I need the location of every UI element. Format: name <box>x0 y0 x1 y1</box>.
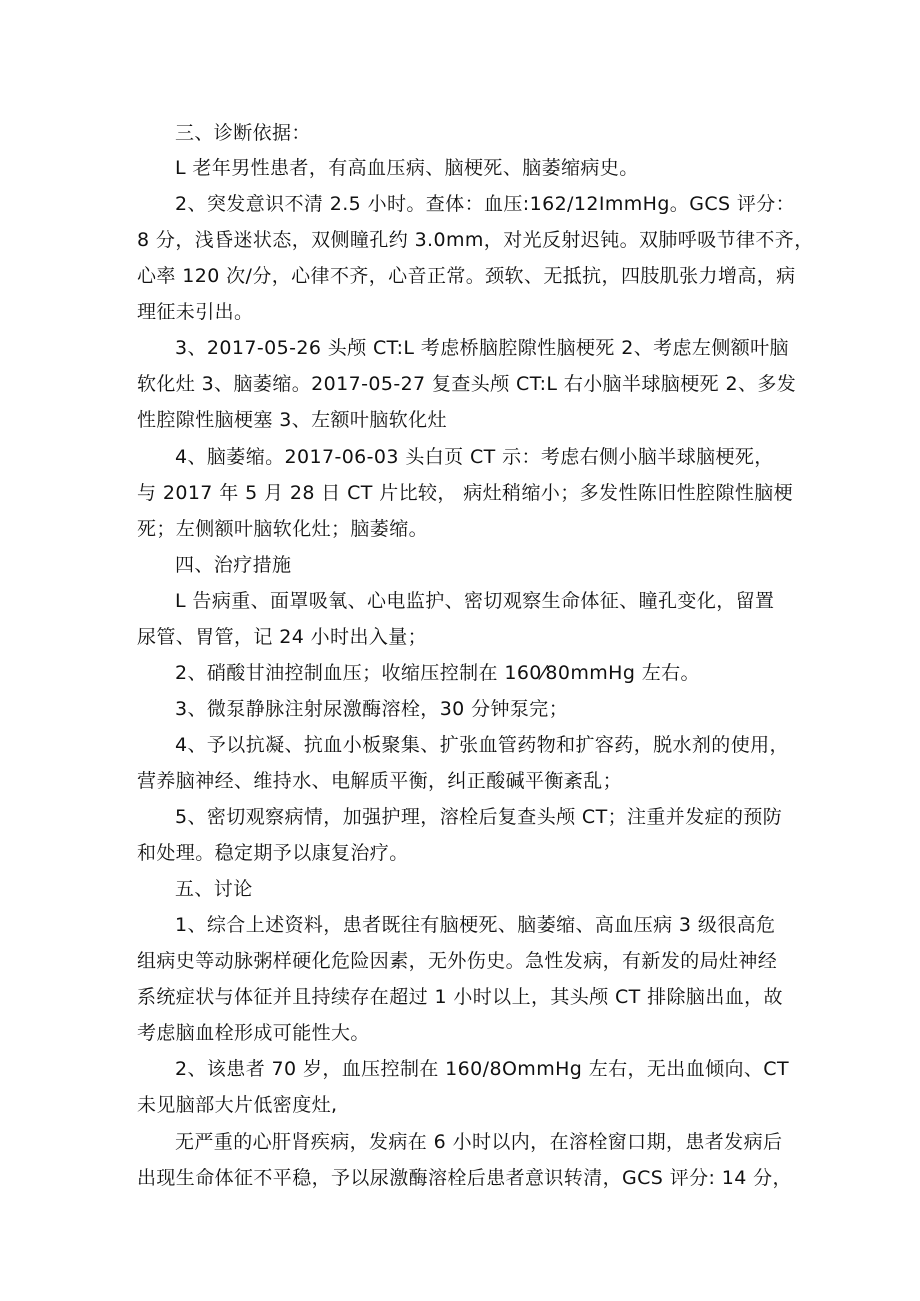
paragraph-line: 和处理。稳定期予以康复治疗。 <box>137 842 409 864</box>
paragraph-line: 心率 120 次/分，心律不齐，心音正常。颈软、无抵抗，四肢肌张力增高，病 <box>137 265 796 287</box>
paragraph-line: 尿管、胃管，记 24 小时出入量； <box>137 626 428 648</box>
paragraph-line: L 老年男性患者，有高血压病、脑梗死、脑萎缩病史。 <box>175 157 639 179</box>
section-heading-diagnosis: 三、诊断依据： <box>175 122 311 144</box>
paragraph-line: 8 分，浅昏迷状态，双侧瞳孔约 3.0mm，对光反射迟钝。双肺呼吸节律不齐， <box>137 229 814 251</box>
paragraph-line: 3、2017-05-26 头颅 CT:L 考虑桥脑腔隙性脑梗死 2、考虑左侧额叶脑 <box>175 337 789 359</box>
paragraph-line: 1、综合上述资料，患者既往有脑梗死、脑萎缩、高血压病 3 级很高危 <box>175 914 776 936</box>
paragraph-line: 营养脑神经、维持水、电解质平衡，纠正酸碱平衡紊乱； <box>137 770 623 792</box>
paragraph-line: 4、脑萎缩。2017-06-03 头白页 CT 示：考虑右侧小脑半球脑梗死， <box>175 446 774 468</box>
paragraph-line: 出现生命体征不平稳，予以尿激酶溶栓后患者意识转清，GCS 评分: 14 分， <box>137 1167 792 1189</box>
section-heading-discussion: 五、讨论 <box>175 878 253 900</box>
paragraph-line: 2、突发意识不清 2.5 小时。查体：血压:162/12ImmHg。GCS 评分： <box>175 193 796 215</box>
paragraph-line: 与 2017 年 5 月 28 日 CT 片比较， 病灶稍缩小；多发性陈旧性腔隙性脑梗 <box>137 482 794 504</box>
paragraph-line: 5、密切观察病情，加强护理，溶栓后复查头颅 CT；注重并发症的预防 <box>175 806 783 828</box>
paragraph-line: 理征未引出。 <box>137 301 254 323</box>
paragraph-line: 系统症状与体征并且持续存在超过 1 小时以上，其头颅 CT 排除脑出血，故 <box>137 986 783 1008</box>
paragraph-line: 软化灶 3、脑萎缩。2017-05-27 复查头颅 CT:L 右小脑半球脑梗死 2、多发 <box>137 373 797 395</box>
paragraph-line: 3、微泵静脉注射尿激酶溶栓，30 分钟泵完； <box>175 698 569 720</box>
paragraph-line: 2、该患者 70 岁，血压控制在 160/8OmmHg 左右，无出血倾向、CT <box>175 1058 789 1080</box>
paragraph-line: 未见脑部大片低密度灶, <box>137 1094 338 1116</box>
paragraph-line: 考虑脑血栓形成可能性大。 <box>137 1022 370 1044</box>
paragraph-line: 无严重的心肝肾疾病，发病在 6 小时以内，在溶栓窗口期，患者发病后 <box>175 1131 783 1153</box>
paragraph-line: 4、予以抗凝、抗血小板聚集、扩张血管药物和扩容药，脱水剂的使用， <box>175 734 789 756</box>
paragraph-line: 死；左侧额叶脑软化灶；脑萎缩。 <box>137 518 429 540</box>
paragraph-line: L 告病重、面罩吸氧、心电监护、密切观察生命体征、瞳孔变化，留置 <box>175 590 775 612</box>
paragraph-line: 组病史等动脉粥样硬化危险因素，无外伤史。急性发病，有新发的局灶神经 <box>137 950 778 972</box>
paragraph-line: 2、硝酸甘油控制血压；收缩压控制在 160⁄80mmHg 左右。 <box>175 662 700 684</box>
section-heading-treatment: 四、治疗措施 <box>175 554 292 576</box>
paragraph-line: 性腔隙性脑梗塞 3、左额叶脑软化灶 <box>137 409 447 431</box>
